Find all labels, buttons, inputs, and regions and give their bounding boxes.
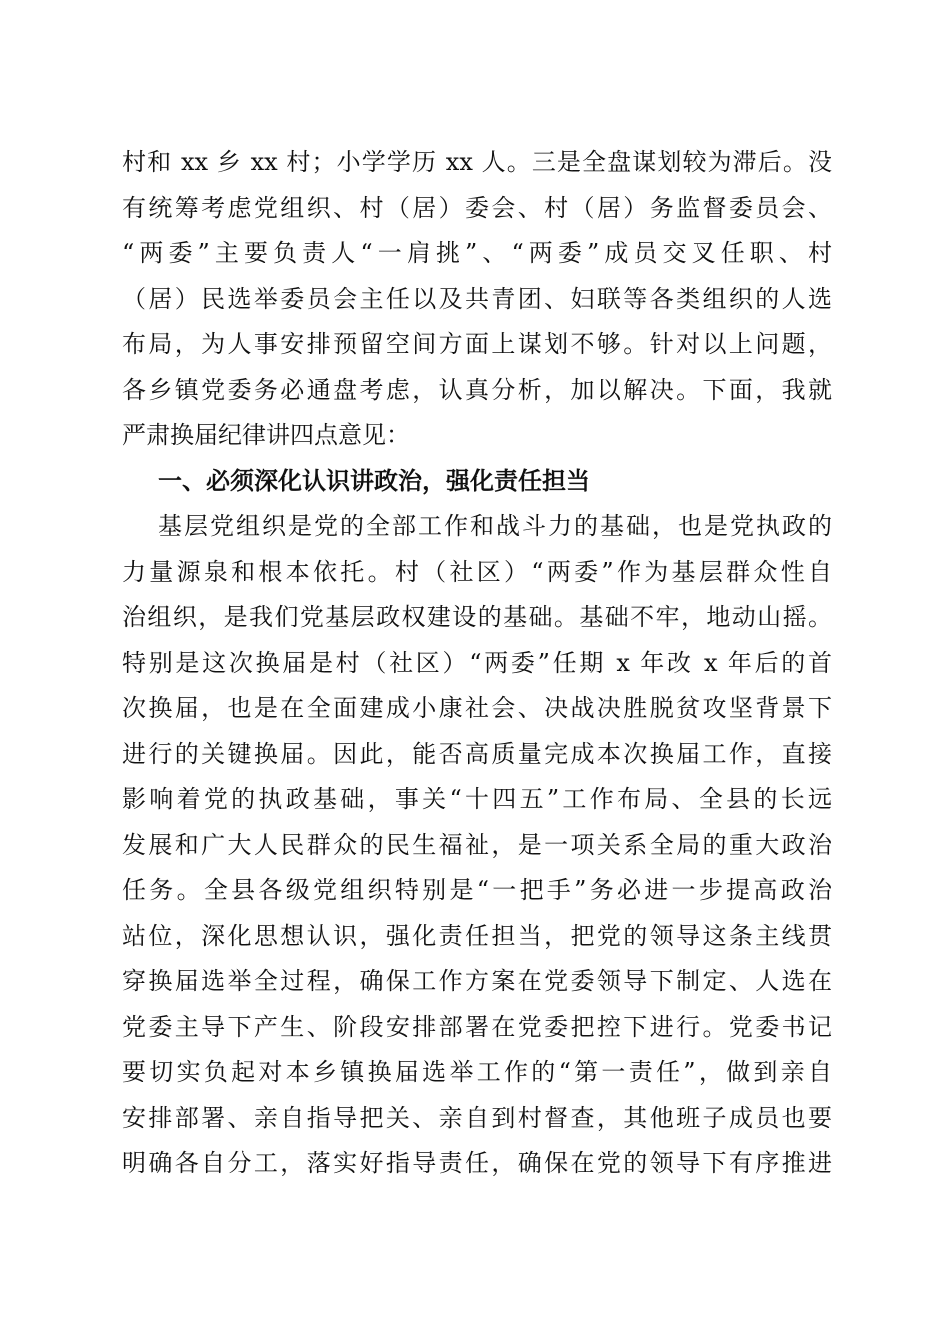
- text-line: 力量源泉和根本依托。村（社区）“两委”作为基层群众性自: [122, 557, 832, 586]
- text-line: 党委主导下产生、阶段安排部署在党委把控下进行。党委书记: [122, 1012, 832, 1041]
- text-line: 穿换届选举全过程，确保工作方案在党委领导下制定、人选在: [122, 967, 832, 995]
- text-line: （居）民选举委员会主任以及共青团、妇联等各类组织的人选: [122, 284, 832, 313]
- text-line: 治组织，是我们党基层政权建设的基础。基础不牢，地动山摇。: [122, 603, 832, 631]
- document-body: [122, 140, 832, 1187]
- text-line: 影响着党的执政基础，事关“十四五”工作布局、全县的长远: [122, 785, 832, 813]
- text-line: 站位，深化思想认识，强化责任担当，把党的领导这条主线贯: [122, 921, 832, 950]
- text-line: 严肃换届纪律讲四点意见：: [122, 421, 410, 449]
- text-line: 进行的关键换届。因此，能否高质量完成本次换届工作，直接: [122, 739, 832, 768]
- section-heading: 一、必须深化认识讲政治，强化责任担当: [158, 466, 590, 495]
- text-line: 布局，为人事安排预留空间方面上谋划不够。针对以上问题，: [122, 330, 832, 358]
- text-line: “两委”主要负责人“一肩挑”、“两委”成员交叉任职、村: [122, 239, 832, 267]
- text-line: 有统筹考虑党组织、村（居）委会、村（居）务监督委员会、: [122, 193, 832, 222]
- text-line: 次换届，也是在全面建成小康社会、决战决胜脱贫攻坚背景下: [122, 694, 832, 722]
- text-line: 村和 xx 乡 xx 村；小学学历 xx 人。三是全盘谋划较为滞后。没: [122, 148, 832, 176]
- text-line: 安排部署、亲自指导把关、亲自到村督查，其他班子成员也要: [122, 1103, 832, 1132]
- text-line: 基层党组织是党的全部工作和战斗力的基础，也是党执政的: [158, 512, 832, 540]
- text-line: 各乡镇党委务必通盘考虑，认真分析，加以解决。下面，我就: [122, 375, 832, 404]
- text-line: 要切实负起对本乡镇换届选举工作的“第一责任”，做到亲自: [122, 1058, 832, 1086]
- text-line: 明确各自分工，落实好指导责任，确保在党的领导下有序推进: [122, 1149, 832, 1177]
- text-line: 任务。全县各级党组织特别是“一把手”务必进一步提高政治: [122, 876, 832, 904]
- text-line: 发展和广大人民群众的民生福祉，是一项关系全局的重大政治: [122, 830, 832, 859]
- text-line: 特别是这次换届是村（社区）“两委”任期 x 年改 x 年后的首: [122, 648, 832, 677]
